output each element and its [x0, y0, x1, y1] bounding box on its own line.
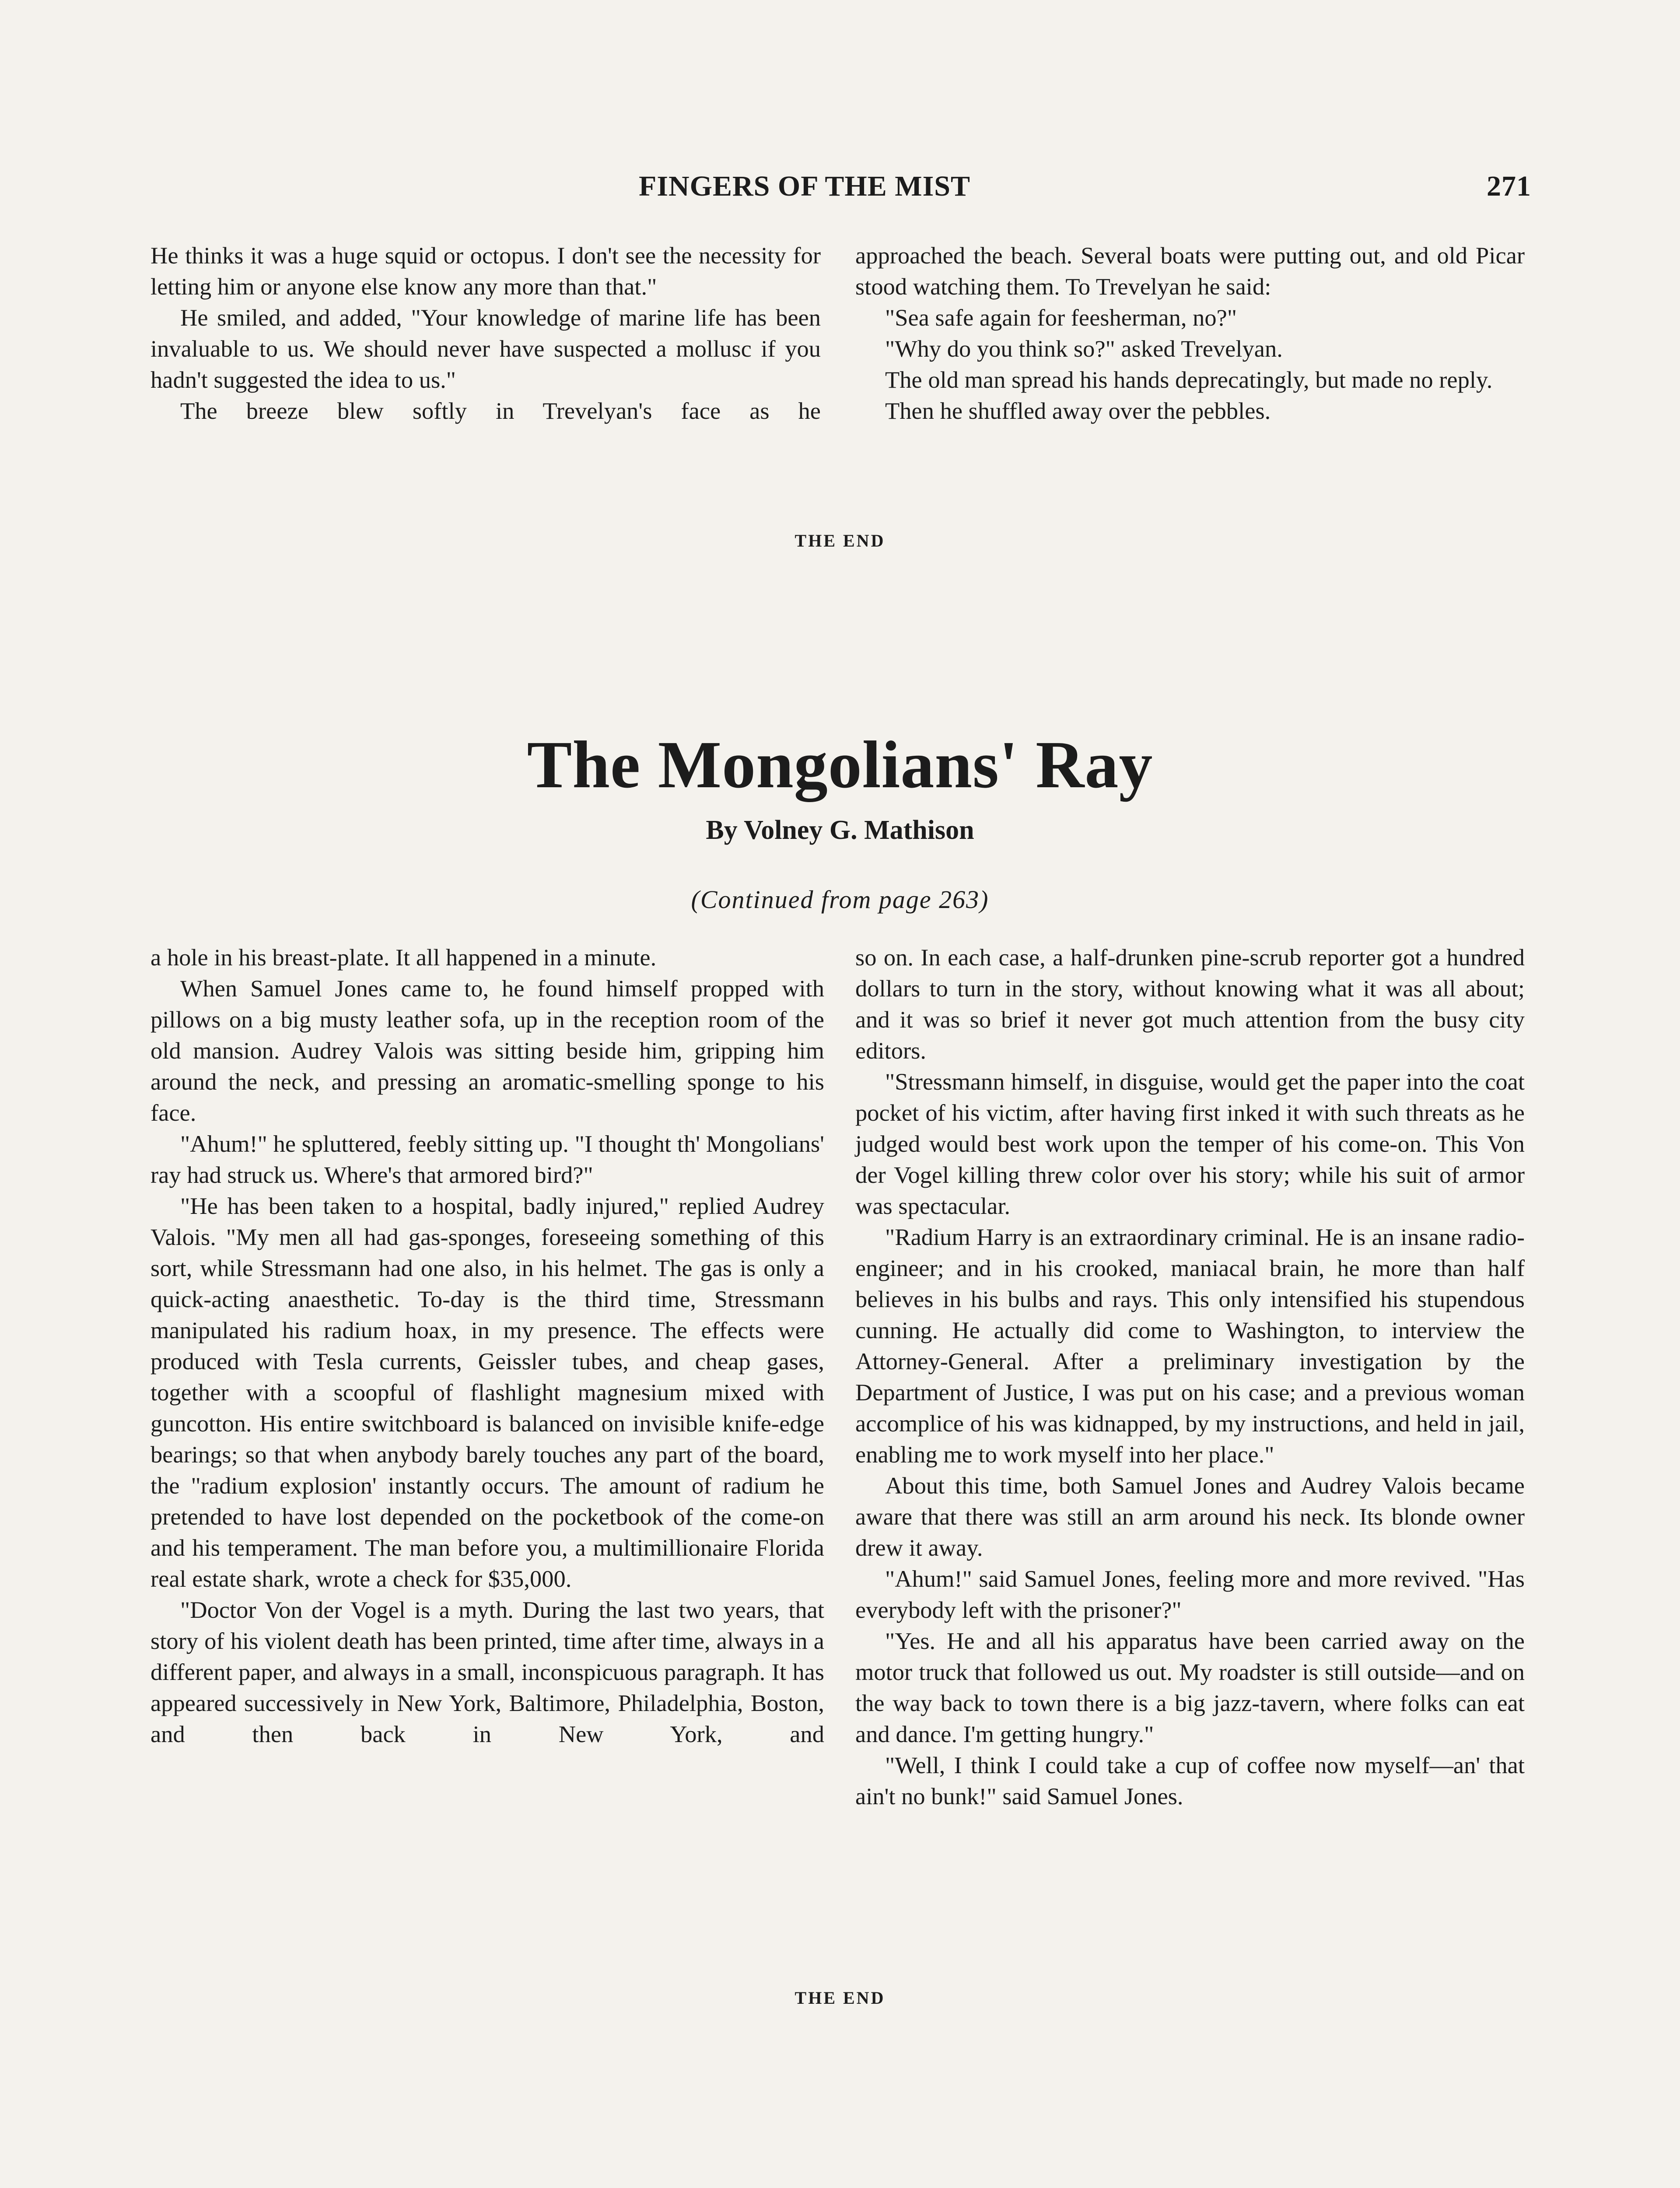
paragraph: "He has been taken to a hospital, badly injured," replied Audrey Valois. "My men all had gas-sponges, foreseeing something of this sort, while Stressmann had one also, in his helmet. The gas is only a quick-acting anaesthetic. To-day is the third time, Stressmann manipulated his radium hoax, in my presence. The effects were produced with Tesla currents, Geissler tubes, and cheap gases, together with a scoopful of flashlight magnesium mixed with guncotton. His entire switchboard is balanced on invisible knife-edge bearings; so that when anybody barely touches any part of the board, the "radium explosion' instantly occurs. The amount of radium he pretended to have lost depended on the pocketbook of the come-on and his temperament. The man before you, a multimillionaire Florida real estate shark, wrote a check for $35,000. — [150, 1192, 824, 1592]
story-end-mark: THE END — [794, 1988, 886, 2008]
paragraph: a hole in his breast-plate. It all happened in a minute. — [150, 944, 657, 971]
running-head — [639, 170, 1531, 209]
paragraph: The old man spread his hands deprecatingly, but made no reply. — [885, 366, 1493, 393]
paragraph: He thinks it was a huge squid or octopus. I don't see the necessity for letting him or anyone else know any more than that." — [150, 242, 821, 300]
previous-story-end-mark: THE END — [794, 531, 886, 551]
paragraph: "Ahum!" said Samuel Jones, feeling more and more revived. "Has everybody left with the prisoner?" — [855, 1565, 1525, 1623]
story-byline: By Volney G. Mathison — [706, 815, 974, 845]
paragraph: "Well, I think I could take a cup of coffee now myself—an' that ain't no bunk!" said Samuel Jones. — [855, 1752, 1525, 1809]
running-head-title: FINGERS OF THE MIST — [639, 170, 970, 202]
story-title: The Mongolians' Ray — [527, 728, 1153, 802]
paragraph: "Why do you think so?" asked Trevelyan. — [885, 335, 1283, 362]
paragraph: approached the beach. Several boats were putting out, and old Picar stood watching them. To Trevelyan he said: — [855, 242, 1525, 300]
previous-story-right-column — [855, 240, 1525, 426]
previous-story-left-column — [150, 240, 821, 426]
paragraph: "Doctor Von der Vogel is a myth. During the last two years, that story of his violent death has been printed, time after time, always in a different paper, and always in a small, inconspicuous paragraph. It has appeared successively in New York, Baltimore, Philadelphia, Boston, and then back in New York, and — [150, 1596, 824, 1747]
paragraph: "Sea safe again for feesherman, no?" — [885, 304, 1237, 331]
paragraph: "Yes. He and all his apparatus have been carried away on the motor truck that followed us out. My roadster is still outside—and on the way back to town there is a big jazz-tavern, where folks can eat and dance. I'm getting hungry." — [855, 1627, 1525, 1747]
story-right-column — [855, 942, 1525, 1812]
paragraph: About this time, both Samuel Jones and Audrey Valois became aware that there was still an arm around his neck. Its blonde owner drew it away. — [855, 1472, 1525, 1561]
paragraph: "Ahum!" he spluttered, feebly sitting up. "I thought th' Mongolians' ray had struck us. Where's that armored bird?" — [150, 1130, 824, 1188]
paragraph: so on. In each case, a half-drunken pine-scrub reporter got a hundred dollars to turn in the story, without knowing what it was all about; and it was so brief it never got much attention from the busy city editors. — [855, 944, 1525, 1064]
paragraph: The breeze blew softly in Trevelyan's face as he — [180, 397, 821, 424]
page-number: 271 — [1487, 170, 1531, 202]
paragraph: When Samuel Jones came to, he found himself propped with pillows on a big musty leather sofa, up in the reception room of the old mansion. Audrey Valois was sitting beside him, gripping him around the neck, and pressing an aromatic-smelling sponge to his face. — [150, 975, 824, 1126]
continued-note: (Continued from page 263) — [691, 885, 989, 914]
paragraph: "Radium Harry is an extraordinary criminal. He is an insane radio-engineer; and in his crooked, maniacal brain, he more than half believes in his bulbs and rays. This only intensified his stupendous cunning. He actually did come to Washington, to interview the Attorney-General. After a preliminary investigation by the Department of Justice, I was put on his case; and a previous woman accomplice of his was kidnapped, by my instructions, and held in jail, enabling me to work myself into her place." — [855, 1224, 1525, 1468]
paragraph: He smiled, and added, "Your knowledge of marine life has been invaluable to us. We should never have suspected a mollusc if you hadn't suggested the idea to us." — [150, 304, 821, 393]
story-left-column — [150, 942, 824, 1750]
paragraph: Then he shuffled away over the pebbles. — [885, 397, 1271, 424]
paragraph: "Stressmann himself, in disguise, would get the paper into the coat pocket of his victim, after having first inked it with such threats as he judged would best work upon the temper of his come-on. This Von der Vogel killing threw color over his story; while his suit of armor was spectacular. — [855, 1068, 1525, 1219]
